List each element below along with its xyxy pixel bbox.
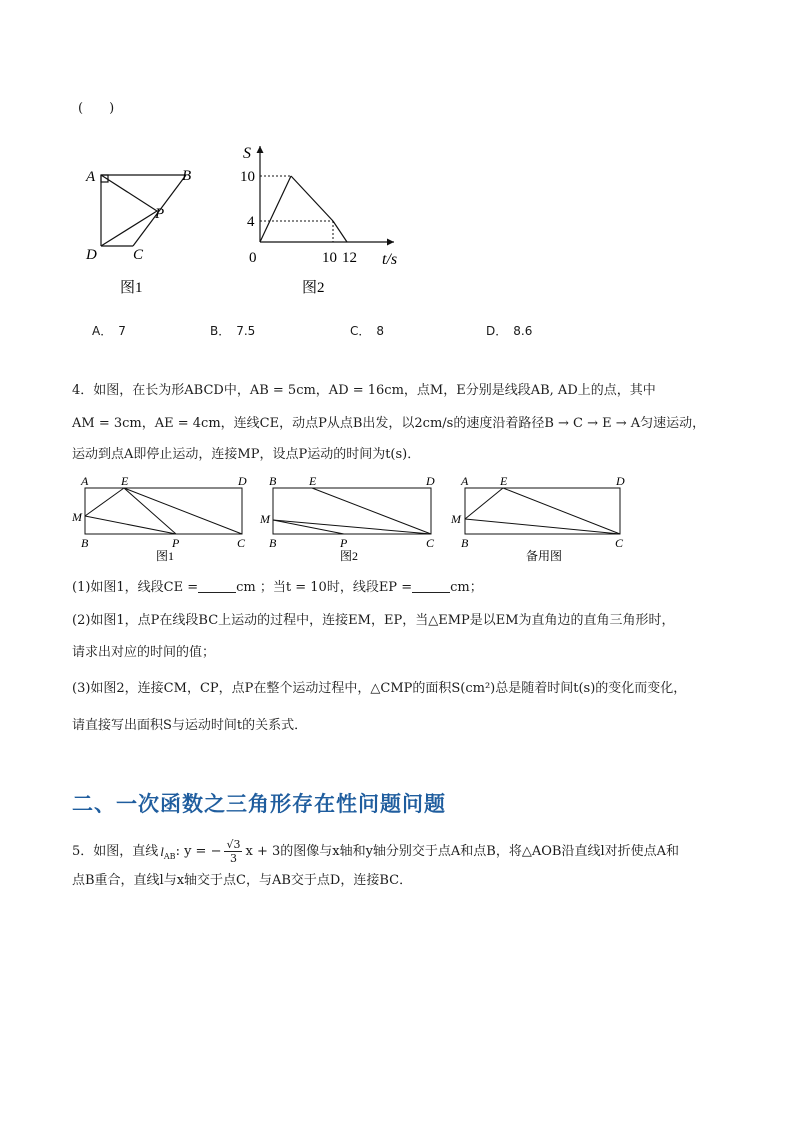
- q4-part-2-line-2: 请求出对应的时间的值；: [72, 645, 216, 660]
- q4-figure-spare: [448, 472, 638, 566]
- option-b[interactable]: B． 7.5: [210, 324, 256, 338]
- q4f1-label-p: P: [172, 536, 180, 550]
- q4-part-3-line-2: 请直接写出面积S与运动时间t的关系式．: [72, 718, 308, 733]
- fig1-caption: 图1: [120, 280, 143, 296]
- section-heading: 二、一次函数之三角形存在性问题问题: [72, 792, 446, 816]
- q4f2-label-c: C: [426, 536, 435, 550]
- q4f2-label-b-top: B: [269, 474, 277, 488]
- q4-line-1: 4．如图，在长为形ABCD中，AB = 5cm，AD = 16cm，点M，E分别是线段AB, AD上的点，其中: [72, 383, 656, 398]
- q4-part-2-line-1: (2)如图1，点P在线段BC上运动的过程中，连接EM，EP，当△EMP是以EM为直角边的直角三角形时，: [72, 613, 675, 628]
- q4f1-label-m: M: [72, 510, 82, 524]
- q4f1-label-e: E: [121, 474, 129, 488]
- option-d[interactable]: D． 8.6: [486, 324, 533, 338]
- q4f3-label-d: D: [616, 474, 625, 488]
- q4-figure-1: [70, 472, 260, 566]
- option-a[interactable]: A． 7: [92, 324, 126, 338]
- q4f1-caption: 图1: [156, 549, 175, 563]
- fig2-caption: 图2: [302, 280, 325, 296]
- q4-figure-2: [258, 472, 448, 566]
- answer-blank-ce[interactable]: [198, 580, 236, 593]
- q4f1-label-a: A: [81, 474, 89, 488]
- q4-line-3: 运动到点A即停止运动，连接MP，设点P运动的时间为t(s)．: [72, 447, 421, 462]
- answer-blank-ep[interactable]: [412, 580, 450, 593]
- q4f3-label-b: B: [461, 536, 469, 550]
- q4f2-label-p: P: [340, 536, 348, 550]
- q4f3-label-a: A: [461, 474, 469, 488]
- q4-line-2: AM = 3cm，AE = 4cm，连线CE，动点P从点B出发，以2cm/s的速度沿着路径B → C → E → A匀速运动，: [72, 416, 706, 431]
- fig2-axis-t: t/s: [382, 251, 398, 268]
- answer-bracket: ( ): [78, 101, 115, 116]
- q4f3-label-m: M: [451, 512, 461, 526]
- q4f2-caption: 图2: [340, 549, 359, 563]
- q4f3-label-c: C: [615, 536, 624, 550]
- q4f1-label-c: C: [237, 536, 246, 550]
- fig2-xtick-10: 10: [322, 250, 337, 266]
- q4f2-label-e: E: [309, 474, 317, 488]
- fig1-label-b: B: [182, 168, 192, 184]
- fig1-label-d: D: [86, 247, 97, 263]
- fig1-label-c: C: [133, 247, 144, 263]
- q5-line-2: 点B重合，直线l与x轴交于点C，与AB交于点D，连接BC．: [72, 873, 413, 888]
- q4-part-3-line-1: (3)如图2，连接CM，CP，点P在整个运动过程中，△CMP的面积S(cm²)总是随着时间t(s)的变化而变化，: [72, 681, 687, 696]
- fig2-origin: 0: [249, 250, 257, 266]
- q4-part-1: (1)如图1，线段CE = cm ；当t = 10时，线段EP = cm；: [72, 580, 483, 595]
- fig1-label-p: P: [155, 206, 165, 222]
- q5-line-1: 5．如图，直线 l AB : y = − $\frac{√3}{3}$ x + 3的图像与x轴和y轴分别交于点A和点B，将△AOB沿直线l对折使点A和: [72, 838, 680, 865]
- q3-figure-2: [232, 138, 412, 300]
- fig2-axis-s: S: [243, 145, 251, 162]
- fig2-ytick-4: 4: [247, 214, 255, 230]
- option-c[interactable]: C． 8: [350, 324, 385, 338]
- q4f1-label-d: D: [238, 474, 247, 488]
- q4f3-caption: 备用图: [526, 549, 563, 563]
- fig2-ytick-10: 10: [240, 169, 255, 185]
- q4f3-label-e: E: [500, 474, 508, 488]
- q3-figure-1: [78, 160, 208, 300]
- q4f2-label-b: B: [269, 536, 277, 550]
- q4f2-label-d: D: [426, 474, 435, 488]
- q4f1-label-b: B: [81, 536, 89, 550]
- fig2-xtick-12: 12: [342, 250, 357, 266]
- fig1-label-a: A: [86, 169, 96, 185]
- fraction: $\frac{√3}{3}$: [226, 838, 241, 865]
- q4f2-label-m: M: [260, 512, 270, 526]
